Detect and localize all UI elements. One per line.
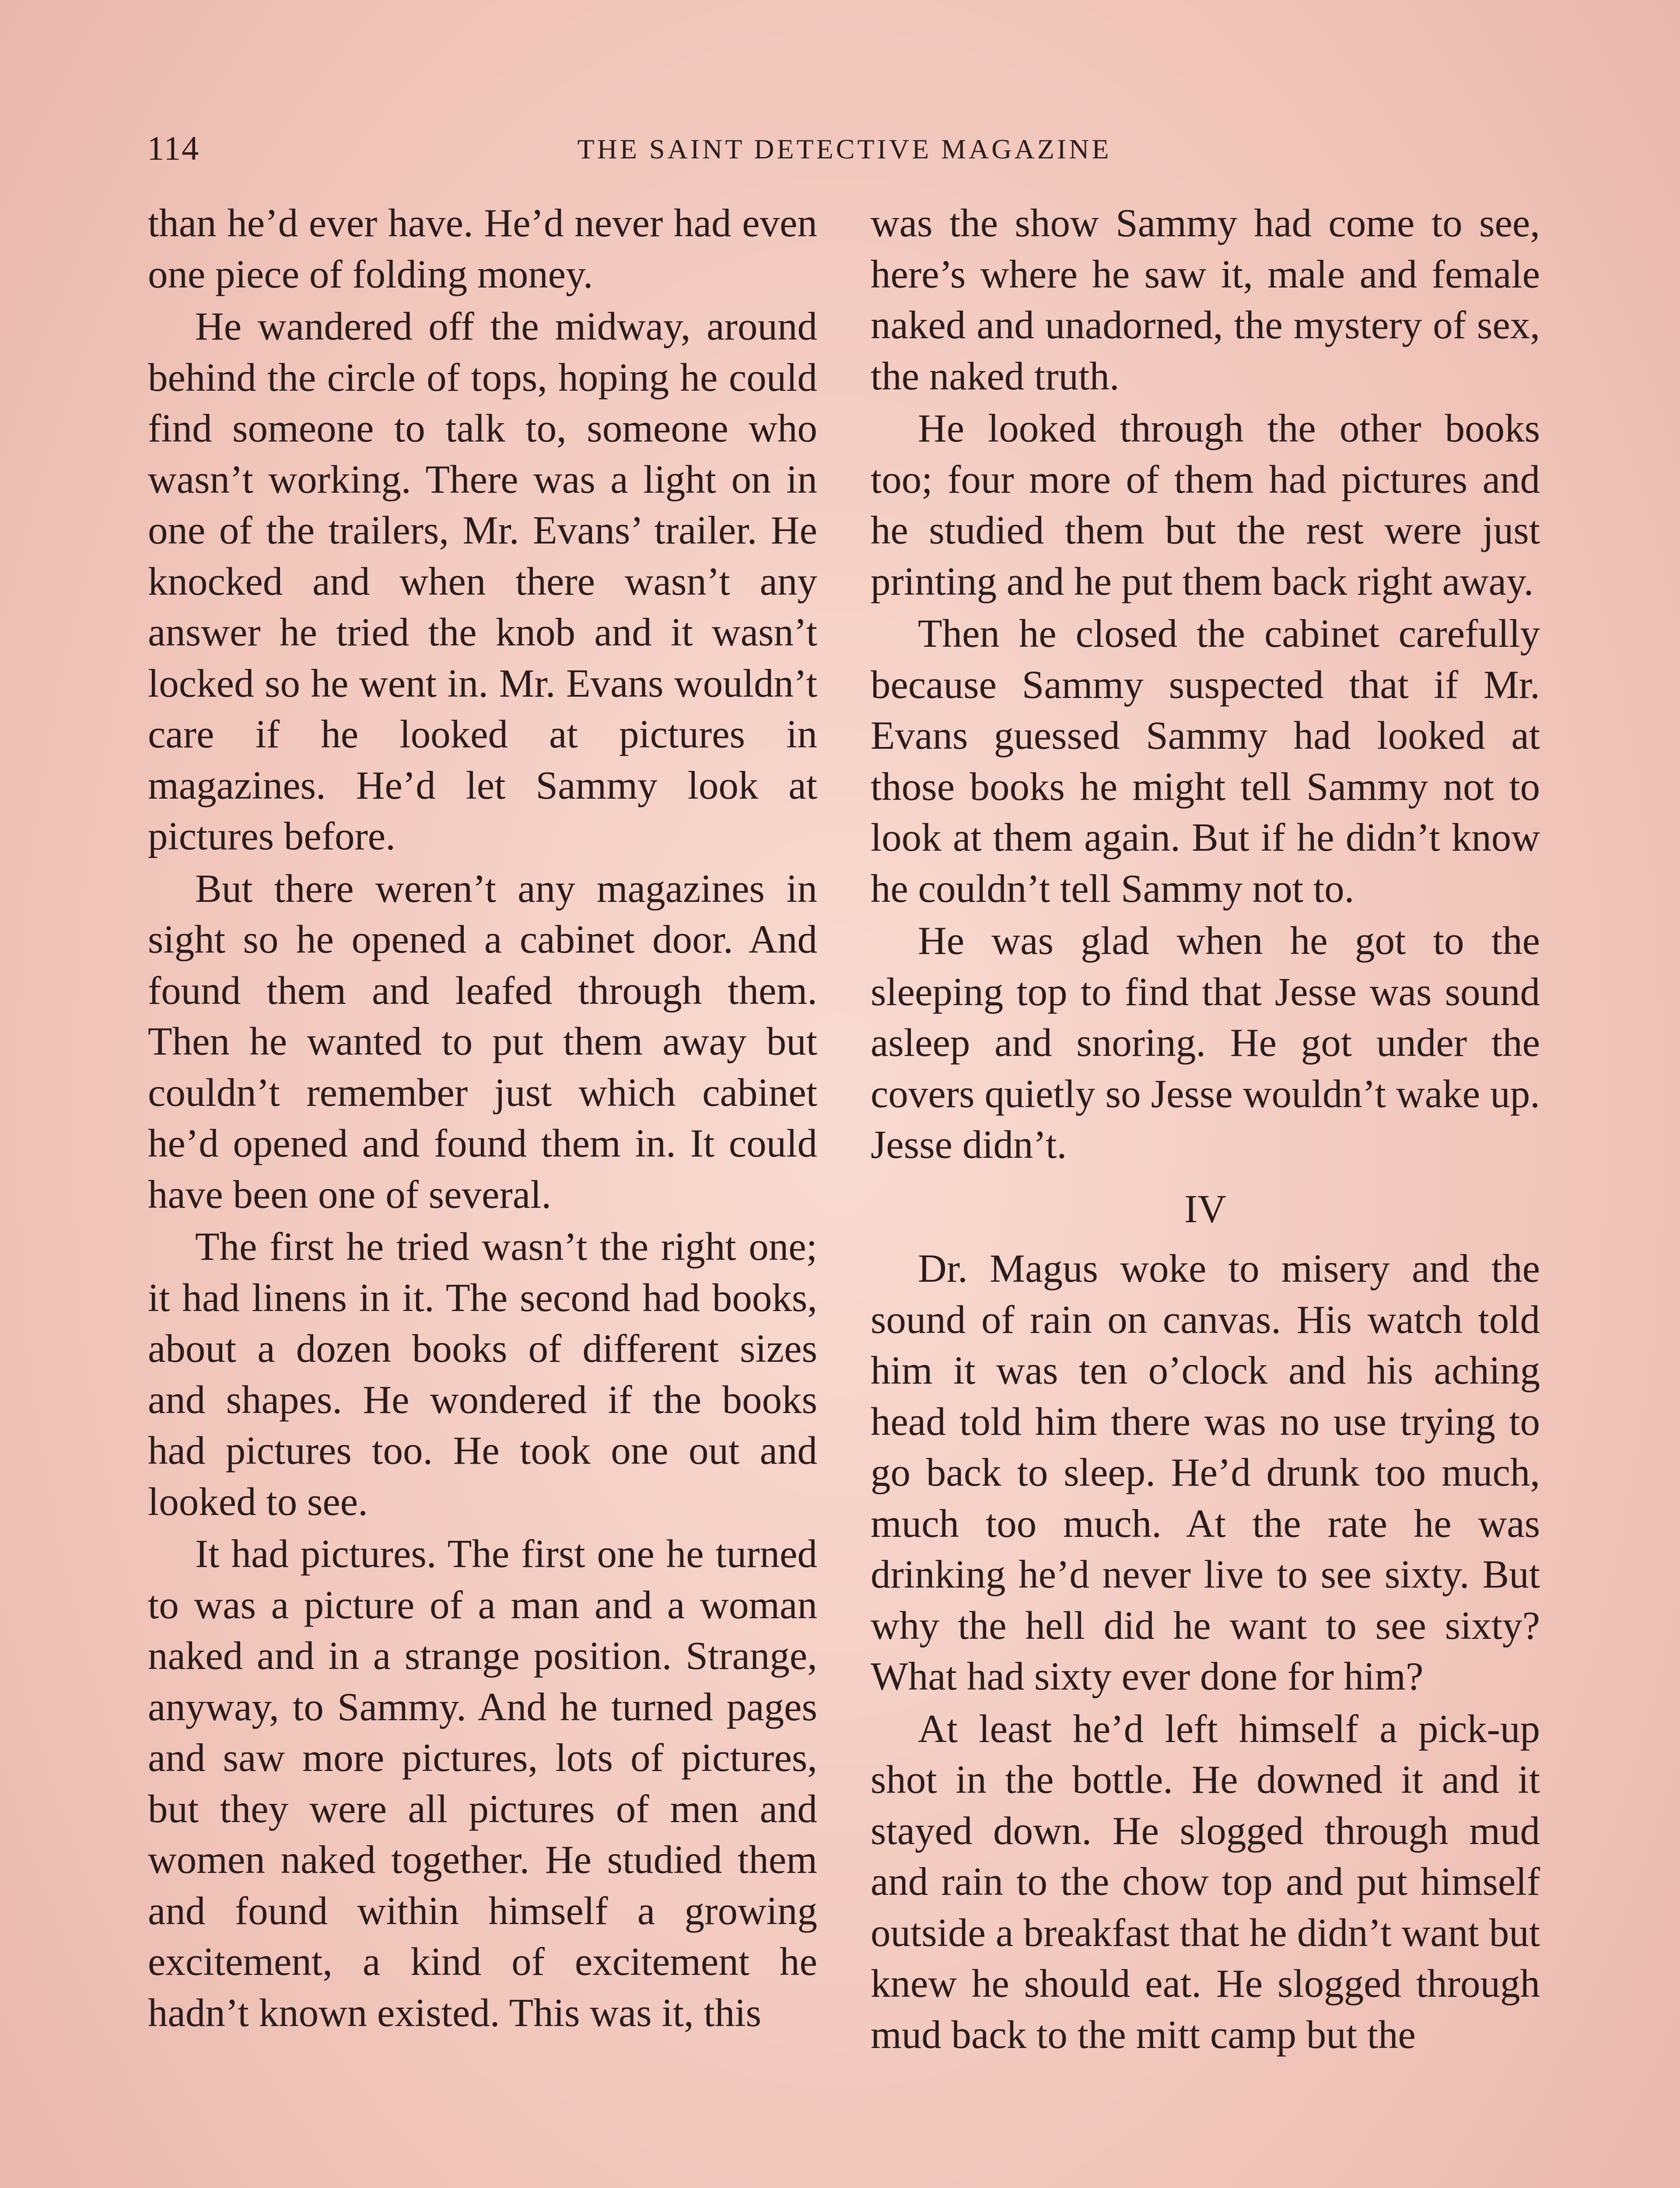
paragraph: He was glad when he got to the sleeping top to find that Jesse was sound asleep and snoring. He got under the covers quietly so Jesse wouldn’t wake up. Jesse didn’t. — [871, 919, 1540, 1167]
page-number: 114 — [147, 129, 200, 167]
paragraph: He looked through the other books too; four more of them had pictures and he studied them but the rest were just printing and he put them back right away. — [871, 406, 1540, 603]
paragraph: than he’d ever have. He’d never had even one piece of folding money. — [148, 201, 817, 296]
right-column — [871, 198, 1540, 2062]
paragraph: The first he tried wasn’t the right one; it had linens in it. The second had books, about a dozen books of different sizes and shapes. He wondered if the books had pictures too. He took one out and looked to see. — [148, 1224, 817, 1524]
paragraph: was the show Sammy had come to see, here’s where he saw it, male and female naked and unadorned, the mystery of sex, the naked truth. — [871, 201, 1540, 398]
paragraph: Dr. Magus woke to misery and the sound of rain on canvas. His watch told him it was ten o’clock and his aching head told him there was no use trying to go back to sleep. He’d drunk too much, much too much. At the rate he was drinking he’d never live to see sixty. But why the hell did he want to see sixty? What had sixty ever done for him? — [871, 1246, 1540, 1698]
running-head: THE SAINT DETECTIVE MAGAZINE — [577, 133, 1112, 165]
section-heading: IV — [1184, 1186, 1227, 1231]
paragraph: It had pictures. The first one he turned to was a picture of a man and a woman naked and in a strange position. Strange, anyway, to Sammy. And he turned pages and saw more pictures, lots of pictures, but they were all pictures of men and women naked together. He studied them and found within himself a growing excitement, a kind of excitement he hadn’t known existed. This was it, this — [148, 1532, 817, 2035]
paragraph: Then he closed the cabinet carefully because Sammy suspected that if Mr. Evans guessed Sammy had looked at those books he might tell Sammy not to look at them again. But if he didn’t know he couldn’t tell Sammy not to. — [871, 611, 1540, 911]
left-column — [148, 198, 817, 2040]
paragraph: But there weren’t any magazines in sight so he opened a cabinet door. And found them and leafed through them. Then he wanted to put them away but couldn’t remember just which cabinet he’d opened and found them in. It could have been one of several. — [148, 866, 817, 1217]
paragraph: At least he’d left himself a pick-up shot in the bottle. He downed it and it stayed down. He slogged through mud and rain to the chow top and put himself outside a breakfast that he didn’t want but knew he should eat. He slogged through mud back to the mitt camp but the — [871, 1706, 1540, 2057]
paragraph: He wandered off the midway, around behind the circle of tops, hoping he could find someone to talk to, someone who wasn’t working. There was a light on in one of the trailers, Mr. Evans’ trailer. He knocked and when there wasn’t any answer he tried the knob and it wasn’t locked so he went in. Mr. Evans wouldn’t care if he looked at pictures in magazines. He’d let Sammy look at pictures before. — [148, 304, 817, 858]
